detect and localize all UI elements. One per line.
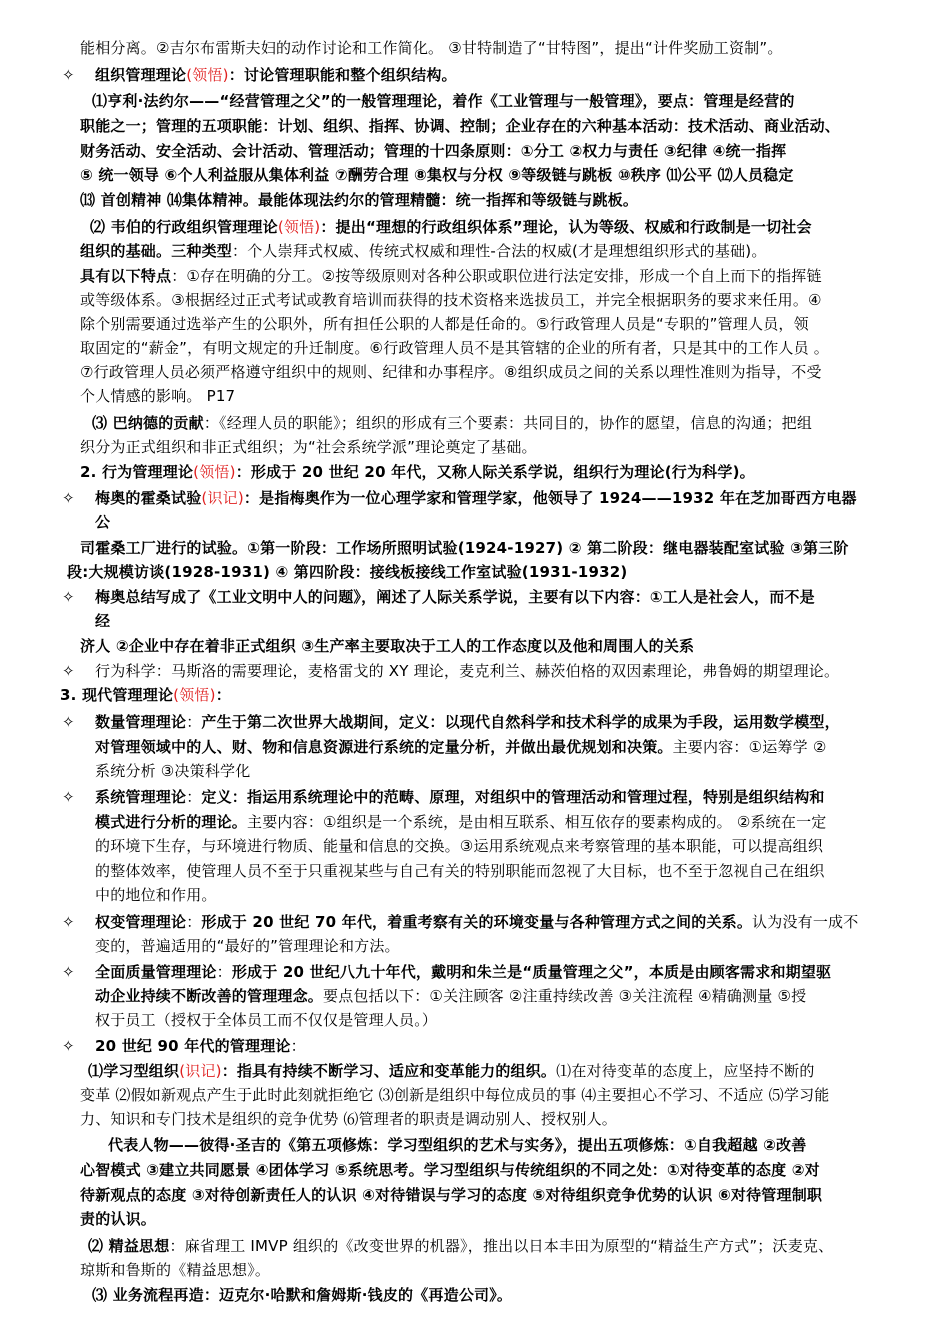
text-line: ⑵ 精益思想：麻省理工 IMVP 组织的《改变世界的机器》，推出以日本丰田为原型的“精益生产方式”；沃麦克、 <box>88 1237 834 1255</box>
text-line: 责的认识。 <box>80 1210 157 1228</box>
text-line: 中的地位和作用。 <box>95 886 217 904</box>
text-line: 具有以下特点：①存在明确的分工。②按等级原则对各种公职或职位进行法定安排，形成一个自上而下的指挥链 <box>80 267 822 285</box>
text-line: 组织的基础。三种类型：个人崇拜式权威、传统式权威和理性-合法的权威(才是理想组织形式的基础)。 <box>80 242 767 260</box>
text-line: ⑴亨利·法约尔——“经营管理之父”的一般管理理论，着作《工业管理与一般管理》，要点：管理是经营的 <box>92 92 795 110</box>
text-line: 或等级体系。③根据经过正式考试或教育培训而获得的技术资格来选拔员工，并完全根据职务的要求来任用。④ <box>80 291 822 309</box>
text-line: 段:大规模访谈(1928-1931) ④ 第四阶段：接线板接线工作室试验(1931-1932) <box>67 563 628 581</box>
bullet-icon: ✧ <box>62 1037 75 1055</box>
text-line: 的整体效率，使管理人员不至于只重视某些与自己有关的特别职能而忽视了大目标，也不至于忽视自己在组织 <box>95 862 825 880</box>
text-line: ⑤ 统一领导 ⑥个人利益服从集体利益 ⑦酬劳合理 ⑧集权与分权 ⑨等级链与跳板 ⑩秩序 ⑾公平 ⑿人员稳定 <box>80 166 794 184</box>
text-line: 行为科学：马斯洛的需要理论，麦格雷戈的 XY 理论，麦克利兰、赫茨伯格的双因素理论，弗鲁姆的期望理论。 <box>95 662 840 680</box>
bullet-icon: ✧ <box>62 713 75 731</box>
section-heading: 20 世纪 90 年代的管理理论： <box>95 1037 306 1055</box>
text-line: 织分为正式组织和非正式组织；为“社会系统学派”理论奠定了基础。 <box>80 438 537 456</box>
text-line: 取固定的“薪金”，有明文规定的升迁制度。⑥行政管理人员不是其管辖的企业的所有者，只是其中的工作人员 。 <box>80 339 829 357</box>
text-line: ⑴学习型组织(识记)：指具有持续不断学习、适应和变革能力的组织。⑴在对待变革的态度上，应坚持不断的 <box>88 1062 815 1080</box>
text-line: 模式进行分析的理论。主要内容：①组织是一个系统，是由相互联系、相互依存的要素构成的。 ②系统在一定 <box>95 813 827 831</box>
text-line: 力、知识和专门技术是组织的竞争优势 ⑹管理者的职责是调动别人、授权别人。 <box>80 1110 617 1128</box>
text-line: ⒀ 首创精神 ⒁集体精神。最能体现法约尔的管理精髓：统一指挥和等级链与跳板。 <box>80 191 639 209</box>
text-line: ⑵ 韦伯的行政组织管理理论(领悟)：提出“理想的行政组织体系”理论，认为等级、权威和行政制是一切社会 <box>90 218 812 236</box>
section-heading: 组织管理理论(领悟)：讨论管理职能和整个组织结构。 <box>95 66 457 84</box>
text-line: 数量管理理论：产生于第二次世界大战期间，定义：以现代自然科学和技术科学的成果为手段，运用数学模型， <box>95 713 840 731</box>
text-line: 动企业持续不断改善的管理理念。要点包括以下：①关注顾客 ②注重持续改善 ③关注流程 ④精确测量 ⑤授 <box>95 987 807 1005</box>
bullet-icon: ✧ <box>62 963 75 981</box>
text-line: 梅奥的霍桑试验(识记)：是指梅奥作为一位心理学家和管理学家，他领导了 1924——1932 年在芝加哥西方电器 <box>95 489 857 507</box>
section-heading: 3. 现代管理理论(领悟)： <box>60 686 231 704</box>
text-line: 变的，普遍适用的“最好的”管理理论和方法。 <box>95 937 400 955</box>
bullet-icon: ✧ <box>62 913 75 931</box>
text-line: 的环境下生存，与环境进行物质、能量和信息的交换。③运用系统观点来考察管理的基本职能，可以提高组织 <box>95 837 824 855</box>
text-line: ⑶ 巴纳德的贡献：《经理人员的职能》；组织的形成有三个要素：共同目的，协作的愿望，信息的沟通；把组 <box>92 414 813 432</box>
text-line: 待新观点的态度 ③对待创新责任人的认识 ④对待错误与学习的态度 ⑤对待组织竞争优势的认识 ⑥对待管理制职 <box>80 1186 823 1204</box>
text-line: 变革 ⑵假如新观点产生于此时此刻就拒绝它 ⑶创新是组织中每位成员的事 ⑷主要担心不学习、不适应 ⑸学习能 <box>80 1086 830 1104</box>
text-line: 系统分析 ③决策科学化 <box>95 762 251 780</box>
text-line: 司霍桑工厂进行的试验。①第一阶段：工作场所照明试验(1924-1927) ② 第二阶段：继电器装配室试验 ③第三阶 <box>80 539 849 557</box>
text-line: 代表人物——彼得·圣吉的《第五项修炼：学习型组织的艺术与实务》，提出五项修炼：①自我超越 ②改善 <box>108 1136 807 1154</box>
text-line: 财务活动、安全活动、会计活动、管理活动；管理的十四条原则：①分工 ②权力与责任 ③纪律 ④统一指挥 <box>80 142 787 160</box>
text-line: 心智模式 ③建立共同愿景 ④团体学习 ⑤系统思考。学习型组织与传统组织的不同之处：①对待变革的态度 ②对 <box>80 1161 820 1179</box>
bullet-icon: ✧ <box>62 489 75 507</box>
text-line: 对管理领域中的人、财、物和信息资源进行系统的定量分析，并做出最优规划和决策。主要内容：①运筹学 ② <box>95 738 827 756</box>
text-line: 除个别需要通过选举产生的公职外，所有担任公职的人都是任命的。⑤行政管理人员是“专职的”管理人员，领 <box>80 315 809 333</box>
text-line: 个人情感的影响。 P17 <box>80 387 236 405</box>
text-line: 权变管理理论：形成于 20 世纪 70 年代，着重考察有关的环境变量与各种管理方式之间的关系。认为没有一成不 <box>95 913 859 931</box>
bullet-icon: ✧ <box>62 788 75 806</box>
text-line: 梅奥总结写成了《工业文明中人的问题》，阐述了人际关系学说，主要有以下内容：①工人是社会人，而不是 <box>95 588 815 606</box>
text-line: 系统管理理论：定义：指运用系统理论中的范畴、原理，对组织中的管理活动和管理过程，特别是组织结构和 <box>95 788 825 806</box>
bullet-icon: ✧ <box>62 662 75 680</box>
text-line: 能相分离。②吉尔布雷斯夫妇的动作讨论和工作简化。 ③甘特制造了“甘特图”，提出“计件奖励工资制”。 <box>80 39 783 57</box>
text-line: ⑦行政管理人员必须严格遵守组织中的规则、纪律和办事程序。⑧组织成员之间的关系以理性准则为指导，不受 <box>80 363 822 381</box>
section-heading: 2. 行为管理理论(领悟)：形成于 20 世纪 20 年代，又称人际关系学说，组织行为理论(行为科学)。 <box>80 463 755 481</box>
text-line: 权于员工（授权于全体员工而不仅仅是管理人员。） <box>95 1011 438 1029</box>
text-line: 经 <box>95 612 111 630</box>
text-line: ⑶ 业务流程再造：迈克尔·哈默和詹姆斯·钱皮的《再造公司》。 <box>92 1286 513 1304</box>
text-line: 全面质量管理理论：形成于 20 世纪八九十年代，戴明和朱兰是“质量管理之父”，本质是由顾客需求和期望驱 <box>95 963 832 981</box>
text-line: 职能之一；管理的五项职能：计划、组织、指挥、协调、控制；企业存在的六种基本活动：技术活动、商业活动、 <box>80 117 841 135</box>
text-line: 济人 ②企业中存在着非正式组织 ③生产率主要取决于工人的工作态度以及他和周围人的关系 <box>80 637 695 655</box>
text-line: 琼斯和鲁斯的《精益思想》。 <box>80 1261 271 1279</box>
bullet-icon: ✧ <box>62 66 75 84</box>
text-line: 公 <box>95 513 111 531</box>
bullet-icon: ✧ <box>62 588 75 606</box>
